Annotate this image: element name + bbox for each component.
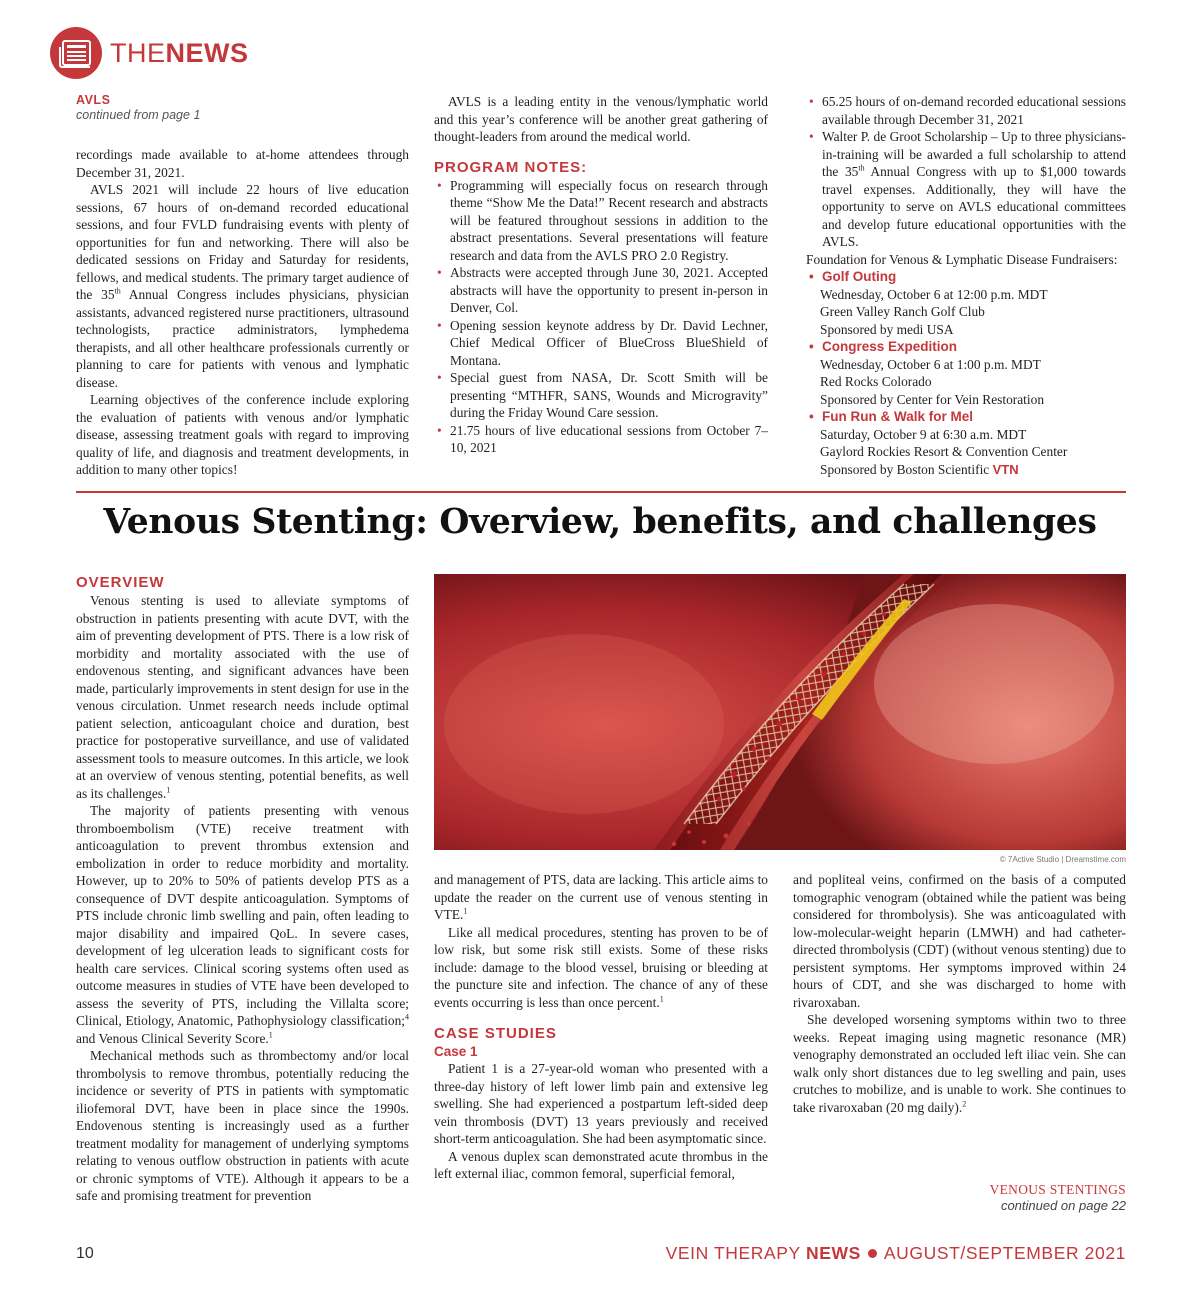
list-item: • Opening session keynote address by Dr. David Lechner, Chief Medical Officer of BlueCross BlueShield of Montana. <box>434 317 768 370</box>
event-sponsor: Sponsored by Center for Vein Restoration <box>820 391 1045 407</box>
event-sponsor: Sponsored by Boston Scientific VTN <box>820 461 1019 477</box>
event-sponsor: Sponsored by medi USA <box>820 321 954 337</box>
case-continued-column <box>793 871 1126 1116</box>
program-notes-list <box>434 177 768 457</box>
article-paragraph: and popliteal veins, confirmed on the basis of a computed tomographic venogram (obtained while the patient was being considered for thrombolysis). She was anticoagulated with low-molecular-weight heparin (LMWH) and had catheter-directed thrombolysis (CDT) (without venous stenting) due to persistent symptoms. Her symptoms improved within 24 hours of CDT, and she was discharged to home with rivaroxaban. <box>793 872 1126 1010</box>
article-paragraph: Like all medical procedures, stenting has proven to be of low risk, but some risk still exists. Some of these risks include: damage to the blood vessel, bruising or bleeding at the puncture site and infection. The chance of any of these events occurring is less than once percent.$^1$ <box>434 924 768 1010</box>
case-1-subheading: Case 1 <box>434 1044 478 1059</box>
event-when: Saturday, October 9 at 6:30 a.m. MDT <box>820 426 1027 442</box>
avls-paragraph: recordings made available to at-home attendees through December 31, 2021. <box>76 147 409 180</box>
program-notes-heading: PROGRAM NOTES: <box>434 158 588 176</box>
list-item: • Special guest from NASA, Dr. Scott Smith will be presenting “MTHFR, SANS, Wounds and Microgravity” during the Friday Wound Care session. <box>434 369 768 422</box>
article-paragraph: Mechanical methods such as thrombectomy and/or local thrombolysis to remove thrombus, potentially reducing the incidence or severity of PTS in patients with symptomatic iliofemoral DVT, have been in place since the 1990s. Endovenous stenting is increasingly used as a further treatment modality for management of underlying symptoms relating to venous outflow obstruction in patients with acute or chronic symptoms of VTE). Although it appears to be a safe and promising treatment for prevention <box>76 1048 409 1203</box>
event-title: • Fun Run & Walk for Mel <box>806 408 1126 426</box>
event-when: Wednesday, October 6 at 1:00 p.m. MDT <box>820 356 1041 372</box>
case-studies-heading: CASE STUDIES <box>434 1025 557 1042</box>
article-paragraph: Patient 1 is a 27-year-old woman who presented with a three-day history of left lower limb pain and extensive leg swelling. She had experienced a postpartum left-sided deep vein thrombosis (DVT) 13 years previously and received short-term anticoagulation. She had been asymptomatic since. <box>434 1061 768 1146</box>
event-title: • Golf Outing <box>806 268 1126 286</box>
events-column <box>806 93 1126 478</box>
article-headline: Venous Stenting: Overview, benefits, and challenges <box>103 502 1097 542</box>
event-where: Red Rocks Colorado <box>820 374 932 389</box>
list-item: • Walter P. de Groot Scholarship – Up to three physicians-in-training will be awarded a full scholarship to attend the 35th Annual Congress with up to $1,000 towards travel expenses. Additionally, they will have the opportunity to serve on AVLS educational committees and develop future educational opportunities with the AVLS. <box>806 128 1126 251</box>
article-paragraph: Venous stenting is used to alleviate symptoms of obstruction in patients presenting with acute DVT, with the aim of preventing development of PTS. There is a low risk of morbidity and mortality associated with the use of endovenous stenting, and significant advances have been made, particularly improvements in stent design for use in the venous circulation. Unmet research needs include optimal patient selection, anticoagulant choice and duration, best practice for postoperative surveillance, and use of validated assessment tools to measure outcomes. In this article, we look at an overview of venous stenting, potential benefits, as well as its challenges.$^1$ <box>76 593 409 801</box>
continued-page: continued on page 22 <box>1000 1198 1126 1213</box>
end-mark: VTN <box>992 461 1019 477</box>
masthead-title: THENEWS <box>110 37 249 68</box>
event-title: • Congress Expedition <box>806 338 1126 356</box>
program-intro: AVLS is a leading entity in the venous/lymphatic world and this year’s conference will be another great gathering of thought-leaders from around the medical world. <box>434 94 768 144</box>
masthead <box>50 26 249 80</box>
avls-paragraph: Learning objectives of the conference include exploring the evaluation of patients with venous and/or lymphatic disease, assessing treatment goals with regard to improving quality of life, and diagnosis and treatment developments, in addition to many other topics! <box>76 392 409 477</box>
case-studies-column <box>434 871 768 1183</box>
avls-column <box>76 93 409 479</box>
publication-footer: VEIN THERAPY NEWS AUGUST/SEPTEMBER 2021 <box>665 1243 1126 1263</box>
footer-dot-icon <box>868 1249 877 1258</box>
continued-on-note <box>990 1182 1126 1213</box>
event-where: Gaylord Rockies Resort & Convention Center <box>820 444 1068 459</box>
continued-from-note: continued from page 1 <box>76 108 201 122</box>
avls-paragraph: AVLS 2021 will include 22 hours of live education sessions, 67 hours of on-demand recorded educational sessions, and four FVLD fundraising events with plenty of opportunities for fun and networking. There will also be dedicated sessions on Friday and Saturday for residents, fellows, and medical students. The primary target audience of the 35th Annual Congress includes physicians, physician assistants, advanced registered nurse practitioners, ultrasound technologists, practice administrators, lymphedema therapists, and all other healthcare professionals currently or planning to care for patients with venous and lymphatic disease. <box>76 182 409 390</box>
stent-illustration <box>434 574 1126 850</box>
article-paragraph: A venous duplex scan demonstrated acute thrombus in the left external iliac, common femoral, superficial femoral, <box>434 1148 768 1181</box>
event-when: Wednesday, October 6 at 12:00 p.m. MDT <box>820 286 1048 302</box>
avls-kicker: AVLS <box>76 93 111 107</box>
list-item: • Abstracts were accepted through June 30, 2021. Accepted abstracts will have the opportunity to present in-person in Denver, Col. <box>434 264 768 317</box>
fundraisers-label: Foundation for Venous & Lymphatic Disease Fundraisers: <box>806 251 1118 267</box>
image-credit: © 7Active Studio | Dreamstime.com <box>999 855 1126 864</box>
program-column <box>434 93 768 457</box>
list-item: • Programming will especially focus on research through theme “Show Me the Data!” Recent research and abstracts will be featured throughout sessions in addition to the abstract presentations. Several presentations will feature research and data from the AVLS PRO 2.0 Registry. <box>434 177 768 265</box>
section-divider <box>76 491 1126 493</box>
article-paragraph: The majority of patients presenting with venous thromboembolism (VTE) receive treatment with anticoagulation to prevent thrombus extension and embolization in order to reduce morbidity and mortality. However, up to 20% to 50% of patients develop PTS as a consequence of DVT despite anticoagulation. Symptoms of PTS include chronic limb swelling and pain, often leading to major disability and impaired QoL. In severe cases, development of leg ulceration leads to significant costs for health care services. Clinical scoring systems often used as outcome measures in studies of VTE have been developed to assess the severity of PTS, including the Villalta score; Clinical, Etiology, Anatomic, Pathophysiology classification;$^4$ and Venous Clinical Severity Score.$^1$ <box>76 803 409 1046</box>
list-item: • 65.25 hours of on-demand recorded educational sessions available through December 31, 2021 <box>806 93 1126 128</box>
overview-column <box>76 573 409 1205</box>
overview-heading: OVERVIEW <box>76 574 165 591</box>
newspaper-logo-icon <box>50 27 102 79</box>
list-item: • 21.75 hours of live educational sessions from October 7–10, 2021 <box>434 422 768 457</box>
article-paragraph: and management of PTS, data are lacking. This article aims to update the reader on the current use of venous stenting in VTE.$^1$ <box>434 872 768 922</box>
article-paragraph: She developed worsening symptoms within two to three weeks. Repeat imaging using magnetic resonance (MR) venography demonstrated an occluded left iliac vein. She can walk only short distances due to leg swelling and pain, uses crutches to mobilize, and is unable to work. She continues to take rivaroxaban (20 mg daily).$^2$ <box>793 1012 1126 1115</box>
page-number: 10 <box>76 1245 94 1262</box>
event-where: Green Valley Ranch Golf Club <box>820 304 985 319</box>
continued-title: VENOUS STENTINGS <box>989 1182 1126 1197</box>
